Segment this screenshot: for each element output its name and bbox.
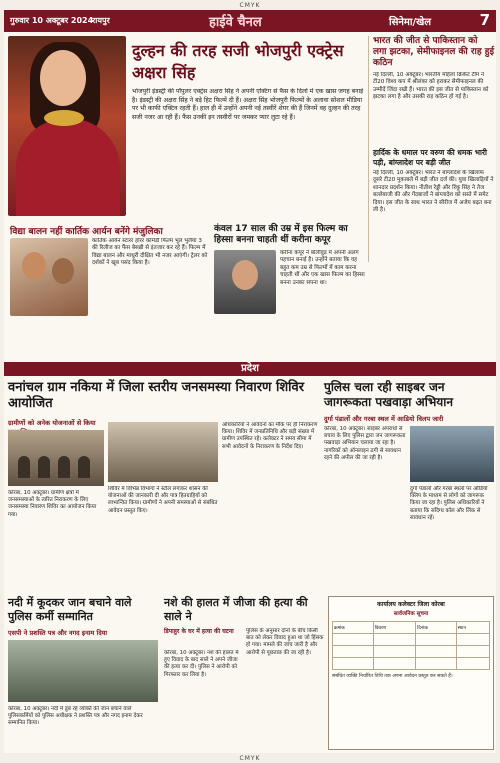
bottom-1-headline: नदी में कूदकर जान बचाने वाले पुलिस कर्मी सम्मानित [8, 596, 132, 623]
notice-cell [373, 634, 415, 646]
notice-cell: स्थान [456, 622, 489, 634]
pradesh-1-body-2: शिविर में विभिन्न विभागों ने स्टॉल लगाकर शासन की योजनाओं की जानकारी दी और पात्र हितग्राहियों को लाभान्वित किया। ग्रामीणों ने अपनी समस्याओं से संबंधित आवेदन प्रस्तुत किए। [108, 486, 218, 514]
pradesh-1-body-3: अधिकारियों ने आवेदनों का मौके पर ही निराकरण किया। शिविर में जनप्रतिनिधि और बड़ी संख्या में ग्रामीण उपस्थित रहे। कलेक्टर ने समय सीमा में सभी आवेदनों के निराकरण के निर्देश दिए। [222, 422, 318, 450]
story-b-photo [214, 250, 276, 314]
right-column [368, 36, 494, 262]
right-body-1: नई दिल्ली, 10 अक्टूबर। भारतीय महिला क्रिकेट टीम ने टी20 विश्व कप में श्रीलंका को हराकर सेमीफाइनल की उम्मीदें जिंदा रखी हैं। भारत की इस जीत से पाकिस्तान को झटका लगा है और उसकी राह कठिन हो गई है। [373, 72, 489, 101]
notice-subtitle: सार्वजनिक सूचना [393, 611, 429, 617]
newspaper-page [4, 10, 496, 753]
bottom-1-photo [8, 640, 158, 702]
notice-cell [416, 658, 457, 670]
right-headline-1: भारत की जीत से पाकिस्तान को लगा झटका, सेमीफाइनल की राह हुई कठिन [373, 36, 494, 68]
notice-cell [456, 658, 489, 670]
pradesh-1-body-1: कोरबा, 10 अक्टूबर। ग्रामीण क्षेत्रों में जनसमस्याओं के त्वरित निराकरण के लिए जनसमस्या निवारण शिविर का आयोजन किया गया। [8, 490, 97, 518]
issue-date: गुरुवार 10 अक्टूबर 2024 [10, 16, 94, 25]
notice-cell: क्रमांक [333, 622, 374, 634]
photo-person [58, 456, 70, 478]
pradesh-2-headline: पुलिस चला रही साइबर जन जागरूकता पखवाड़ा अभियान [324, 380, 453, 409]
registration-mark-top: CMYK [239, 1, 261, 9]
masthead [4, 10, 496, 32]
story-a-body: कार्तिक आर्यन स्टारर हॉरर कॉमेडी फिल्म भूल भुलैया 3 की रिलीज का फैंस बेसब्री से इंतजार कर रहे हैं। फिल्म में विद्या बालन और माधुरी दीक्षित भी नजर आएंगी। ट्रेलर को दर्शकों ने खूब पसंद किया है। [92, 238, 208, 267]
notice-cell [333, 634, 374, 646]
notice-cell: विवरण [373, 622, 415, 634]
photo-person [78, 456, 90, 478]
photo-jewellery [44, 110, 84, 126]
bottom-2-headline: नशे की हालत में जीजा की हत्या की साले ने [164, 596, 308, 623]
pradesh-2-body-2: दुर्गा पंडालों और गरबा स्थलों पर ऑडियो क्लिप के माध्यम से लोगों को जागरूक किया जा रहा है। पुलिस अधिकारियों ने बताया कि संदिग्ध कॉल और लिंक से सावधान रहें। [410, 486, 488, 521]
section-band: प्रदेश [4, 362, 496, 376]
pradesh-1-photo [8, 430, 104, 486]
notice-cell [456, 634, 489, 646]
right-body-2: नई दिल्ली, 10 अक्टूबर। भारत ने बांग्लादेश के खिलाफ दूसरे टी20 मुकाबले में बड़ी जीत दर्ज की। युवा खिलाड़ियों ने शानदार प्रदर्शन किया। नीतीश रेड्डी और रिंकू सिंह ने तेज बल्लेबाजी की और गेंदबाजों ने बांग्लादेश को सस्ते में समेट दिया। इस जीत के साथ भारत ने सीरीज में अजेय बढ़त बना ली है। [373, 170, 494, 214]
lead-photo [8, 36, 126, 216]
photo-person [38, 456, 50, 478]
pradesh-1-photo-2 [108, 422, 218, 482]
registration-mark-bottom: CMYK [239, 754, 261, 762]
page-number: 7 [479, 11, 490, 29]
notice-cell [456, 646, 489, 658]
photo-dress [16, 118, 120, 216]
pradesh-1-headline: वनांचल ग्राम नकिया में जिला स्तरीय जनसमस्या निवारण शिविर आयोजित [8, 380, 305, 411]
notice-title: कार्यालय कलेक्टर जिला कोरबा [377, 601, 445, 608]
lead-headline: दुल्हन की तरह सजी भोजपुरी एक्ट्रेस अक्षरा सिंह [132, 41, 344, 82]
notice-cell [333, 658, 374, 670]
photo-person [52, 258, 74, 284]
notice-cell [373, 646, 415, 658]
notice-cell [333, 646, 374, 658]
pradesh-2-body-1: कोरबा, 10 अक्टूबर। साइबर अपराधों से बचाव के लिए पुलिस द्वारा जन जागरूकता पखवाड़ा अभियान चलाया जा रहा है। नागरिकों को ऑनलाइन ठगी से सावधान रहने की अपील की जा रही है। [324, 426, 406, 461]
photo-person [22, 252, 46, 280]
notice-cell [416, 646, 457, 658]
notice-cell [416, 634, 457, 646]
notice-footer: संबंधित व्यक्ति निर्धारित तिथि तक अपना आवेदन प्रस्तुत कर सकते हैं। [332, 674, 453, 679]
section-name: सिनेमा/खेल [389, 17, 432, 28]
bottom-1-body: कोरबा, 10 अक्टूबर। नदी में डूब रहे व्यक्ति की जान बचाने वाले पुलिसकर्मियों को पुलिस अधीक्षक ने प्रशस्ति पत्र और नगद इनाम देकर सम्मानित किया। [8, 706, 143, 727]
notice-cell: दिनांक [416, 622, 457, 634]
bottom-2-body-2: पुलिस के अनुसार दोनों के बीच किसी बात को लेकर विवाद हुआ था जो हिंसक हो गया। मामले की जांच जारी है और आरोपी से पूछताछ की जा रही है। [246, 628, 324, 656]
pradesh-2-subhead: दुर्गा पंडालों और गरबा स्थल में आडियो विलप जारी [324, 415, 444, 423]
photo-face [40, 50, 86, 106]
notice-cell [373, 658, 415, 670]
story-a-headline: विद्या बालन नहीं कार्तिक आर्यन बनेंगे मंजुलिका [10, 227, 163, 237]
bottom-1-subhead: एसपी ने प्रशस्ति पत्र और नगद इनाम दिया [8, 629, 108, 637]
story-a-photo [10, 238, 88, 316]
newspaper-brand: हाईवे चैनल [209, 15, 262, 30]
pradesh-1-subhead: ग्रामीणों को अनेक योजनाओं से किया [8, 419, 96, 427]
notice-table [332, 621, 490, 670]
edition-city: रायपुर [92, 16, 110, 25]
photo-person [18, 456, 30, 478]
pradesh-2-photo [410, 426, 494, 482]
photo-face [232, 260, 258, 290]
public-notice [328, 596, 494, 750]
story-b-headline: कंवल 17 साल की उम्र में इस फिल्म का हिस्सा बनना चाहती थीं करीना कपूर [214, 224, 348, 245]
bottom-2-body-1: कोरबा, 10 अक्टूबर। नशे की हालत में हुए विवाद के बाद साले ने अपने जीजा की हत्या कर दी। पुलिस ने आरोपी को गिरफ्तार कर लिया है। [164, 650, 239, 678]
right-headline-2: हार्दिक के धमाल पर वरुण की धमक भारी पड़ी, बांग्लादेश पर बड़ी जीत [373, 148, 487, 167]
bottom-2-subhead: डिपाहुर के घर में हत्या की घटना [164, 628, 234, 635]
lead-body: भोजपुरी इंडस्ट्री की पॉपुलर एक्ट्रेस अक्षरा सिंह ने अपनी एक्टिंग से फैंस के दिलों में एक खास जगह बनाई है। इंडस्ट्री की अक्षरा सिंह ने बड़े हिट फिल्में दी हैं। अक्षरा सिंह भोजपुरी फिल्मों के अलावा सोशल मीडिया पर भी काफी एक्टिव रहती हैं। हाल ही में उन्होंने अपनी नई तस्वीरें शेयर की हैं जिनमें वह दुल्हन की तरह सजी नजर आ रही हैं। फैंस उनकी इन तस्वीरों पर जमकर प्यार लुटा रहे हैं। [132, 88, 364, 121]
story-b-body: करीना कपूर ने बॉलीवुड में अपनी अलग पहचान बनाई है। उन्होंने बताया कि वह बहुत कम उम्र से फिल्मों में काम करना चाहती थीं और एक खास फिल्म का हिस्सा बनना उनका सपना था। [280, 250, 365, 286]
